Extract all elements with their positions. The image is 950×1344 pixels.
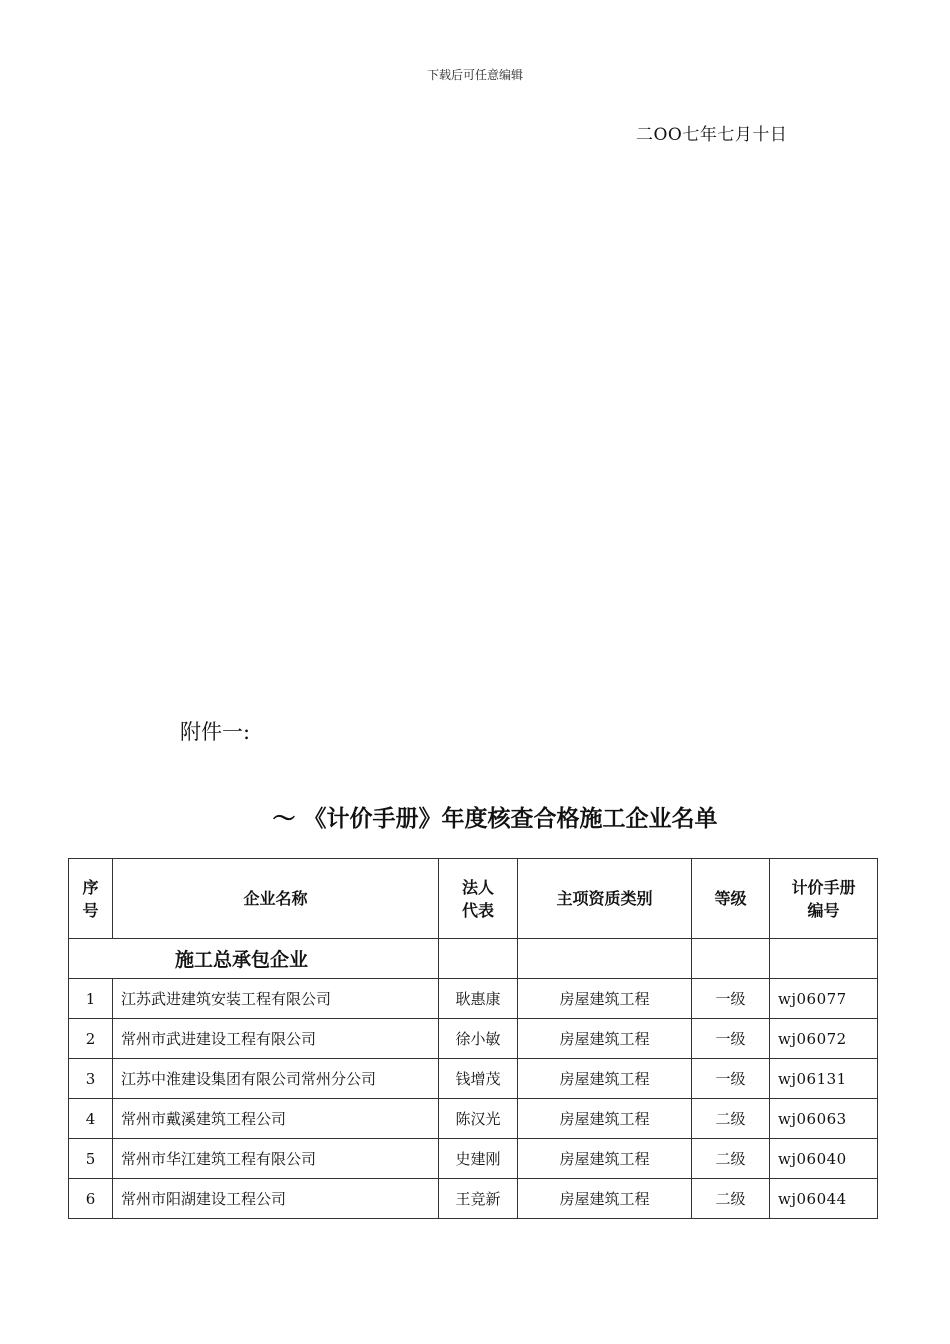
section-empty-cell [439, 939, 518, 979]
cell-seq: 6 [69, 1179, 113, 1219]
table-row [69, 1059, 878, 1099]
cell-company-name: 常州市戴溪建筑工程公司 [113, 1099, 439, 1139]
cell-legal-rep: 陈汉光 [439, 1099, 518, 1139]
section-row [69, 939, 878, 979]
header-seq [69, 859, 113, 939]
cell-category: 房屋建筑工程 [518, 979, 692, 1019]
cell-category: 房屋建筑工程 [518, 1019, 692, 1059]
header-name: 企业名称 [113, 859, 439, 939]
cell-grade: 二级 [692, 1099, 770, 1139]
cell-manual-code: wj06063 [770, 1099, 878, 1139]
cell-category: 房屋建筑工程 [518, 1099, 692, 1139]
header-category: 主项资质类别 [518, 859, 692, 939]
document-date: 二OO七年七月十日 [636, 125, 788, 145]
header-code [770, 859, 878, 939]
cell-manual-code: wj06077 [770, 979, 878, 1019]
cell-company-name: 常州市华江建筑工程有限公司 [113, 1139, 439, 1179]
cell-company-name: 常州市武进建设工程有限公司 [113, 1019, 439, 1059]
cell-grade: 一级 [692, 1019, 770, 1059]
header-note: 下载后可任意编辑 [426, 68, 523, 82]
cell-grade: 二级 [692, 1179, 770, 1219]
cell-grade: 一级 [692, 1059, 770, 1099]
cell-seq: 2 [69, 1019, 113, 1059]
cell-legal-rep: 徐小敏 [439, 1019, 518, 1059]
cell-grade: 二级 [692, 1139, 770, 1179]
section-empty-cell [770, 939, 878, 979]
cell-manual-code: wj06131 [770, 1059, 878, 1099]
header-grade: 等级 [692, 859, 770, 939]
cell-legal-rep: 钱增茂 [439, 1059, 518, 1099]
cell-seq: 4 [69, 1099, 113, 1139]
cell-manual-code: wj06072 [770, 1019, 878, 1059]
cell-category: 房屋建筑工程 [518, 1139, 692, 1179]
cell-manual-code: wj06040 [770, 1139, 878, 1179]
cell-company-name: 江苏武进建筑安装工程有限公司 [113, 979, 439, 1019]
cell-category: 房屋建筑工程 [518, 1179, 692, 1219]
section-title: 施工总承包企业 [69, 939, 439, 979]
table-row [69, 1019, 878, 1059]
header-code-line2: 编号 [807, 900, 840, 920]
cell-seq: 3 [69, 1059, 113, 1099]
header-rep-line1: 法人 [461, 877, 494, 897]
cell-legal-rep: 史建刚 [439, 1139, 518, 1179]
table-row [69, 1139, 878, 1179]
header-rep [439, 859, 518, 939]
cell-legal-rep: 耿惠康 [439, 979, 518, 1019]
cell-legal-rep: 王竞新 [439, 1179, 518, 1219]
cell-seq: 5 [69, 1139, 113, 1179]
attachment-label: 附件一: [180, 720, 251, 744]
table-row [69, 1179, 878, 1219]
cell-company-name: 常州市阳湖建设工程公司 [113, 1179, 439, 1219]
header-seq-line2: 号 [82, 900, 99, 920]
table-row [69, 979, 878, 1019]
cell-company-name: 江苏中淮建设集团有限公司常州分公司 [113, 1059, 439, 1099]
page-title: ～ 《计价手册》年度核查合格施工企业名单 [272, 806, 718, 832]
header-seq-line1: 序 [82, 877, 99, 897]
table-row [69, 1099, 878, 1139]
section-empty-cell [518, 939, 692, 979]
header-rep-line2: 代表 [461, 900, 494, 920]
table-header-row [69, 859, 878, 939]
cell-grade: 一级 [692, 979, 770, 1019]
header-code-line1: 计价手册 [791, 877, 856, 897]
enterprise-table [68, 858, 878, 1219]
cell-seq: 1 [69, 979, 113, 1019]
cell-manual-code: wj06044 [770, 1179, 878, 1219]
section-empty-cell [692, 939, 770, 979]
cell-category: 房屋建筑工程 [518, 1059, 692, 1099]
